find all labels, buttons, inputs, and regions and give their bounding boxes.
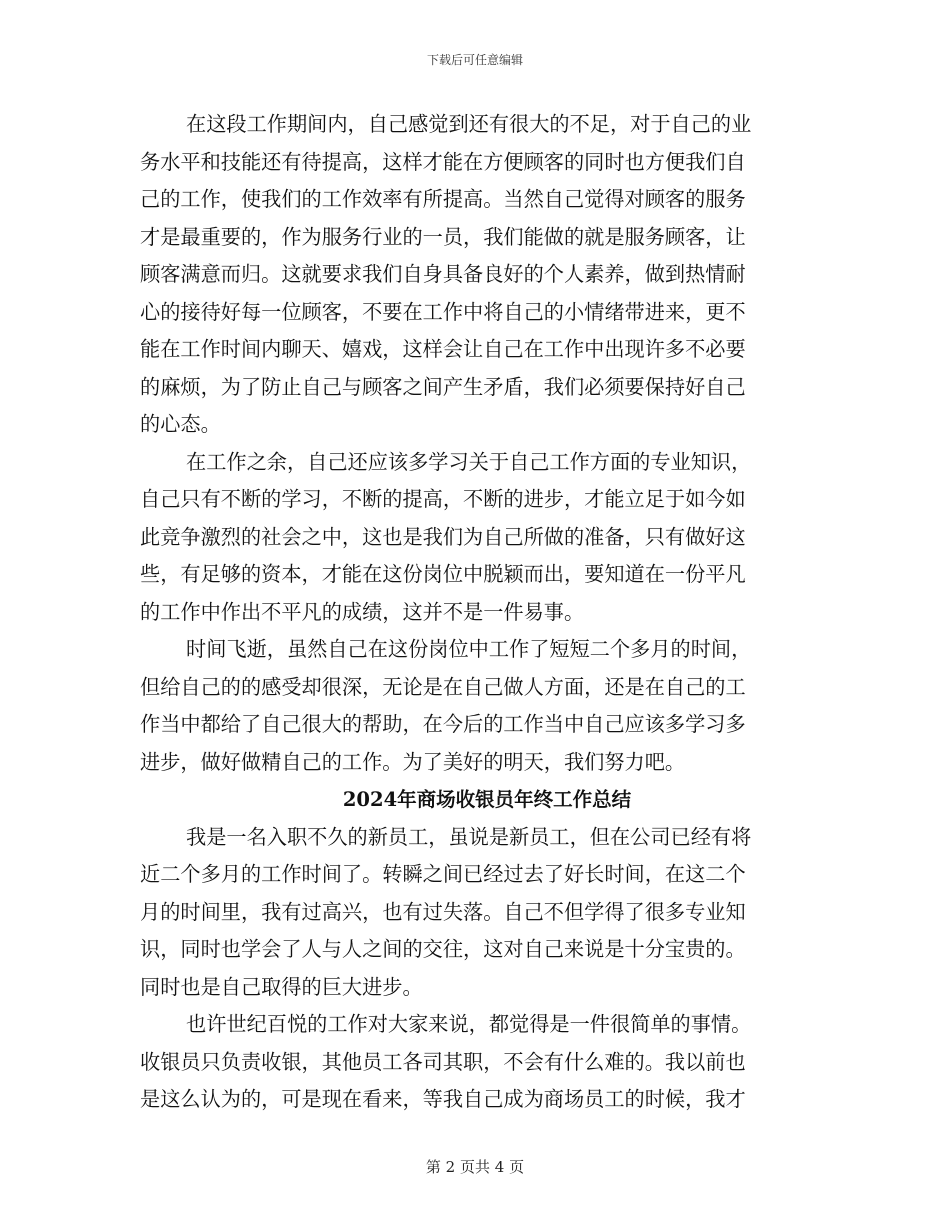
paragraph-line: 同时也是自己取得的巨大进步。 <box>140 974 423 999</box>
paragraph-first-line: 也许世纪百悦的工作对大家来说，都觉得是一件很简单的事情。 <box>186 1012 752 1036</box>
section-heading: 2024年商场收银员年终工作总结 <box>342 788 632 811</box>
paragraph-first-line: 我是一名入职不久的新员工，虽说是新员工，但在公司已经有将 <box>186 824 752 849</box>
paragraph-first-line: 在工作之余，自己还应该多学习关于自己工作方面的专业知识， <box>186 449 752 474</box>
paragraph-line: 收银员只负责收银，其他员工各司其职，不会有什么难的。我以前也 <box>140 1049 746 1074</box>
paragraph-line: 的麻烦，为了防止自己与顾客之间产生矛盾，我们必须要保持好自己 <box>140 374 746 399</box>
page-footer: 第 2 页共 4 页 <box>425 1158 525 1176</box>
paragraph-line: 些，有足够的资本，才能在这份岗位中脱颖而出，要知道在一份平凡 <box>140 562 746 586</box>
paragraph-line: 识，同时也学会了人与人之间的交往，这对自己来说是十分宝贵的。 <box>140 937 746 961</box>
paragraph-line: 己的工作，使我们的工作效率有所提高。当然自己觉得对顾客的服务 <box>140 187 746 211</box>
paragraph-line: 是这么认为的，可是现在看来，等我自己成为商场员工的时候，我才 <box>140 1087 746 1111</box>
paragraph-line: 月的时间里，我有过高兴，也有过失落。自己不但学得了很多专业知 <box>140 899 746 924</box>
document-body <box>140 106 812 1119</box>
paragraph-line: 近二个多月的工作时间了。转瞬之间已经过去了好长时间，在这二个 <box>140 862 746 886</box>
paragraph-line: 能在工作时间内聊天、嬉戏，这样会让自己在工作中出现许多不必要 <box>140 337 746 361</box>
paragraph-line: 但给自己的的感受却很深，无论是在自己做人方面，还是在自己的工 <box>140 674 746 699</box>
paragraph-line: 进步，做好做精自己的工作。为了美好的明天，我们努力吧。 <box>140 749 686 774</box>
paragraph-line: 此竞争激烈的社会之中，这也是我们为自己所做的准备，只有做好这 <box>140 524 746 549</box>
paragraph-first-line: 在这段工作期间内，自己感觉到还有很大的不足，对于自己的业 <box>186 112 752 136</box>
paragraph-line: 作当中都给了自己很大的帮助，在今后的工作当中自己应该多学习多 <box>140 712 746 736</box>
paragraph-line: 自己只有不断的学习，不断的提高，不断的进步，才能立足于如今如 <box>140 487 746 511</box>
paragraph-line: 才是最重要的，作为服务行业的一员，我们能做的就是服务顾客，让 <box>140 224 746 249</box>
paragraph-first-line: 时间飞逝，虽然自己在这份岗位中工作了短短二个多月的时间， <box>186 637 752 661</box>
paragraph-line: 顾客满意而归。这就要求我们自身具备良好的个人素养，做到热情耐 <box>140 262 746 286</box>
paragraph-line: 的工作中作出不平凡的成绩，这并不是一件易事。 <box>140 599 585 624</box>
paragraph-line: 心的接待好每一位顾客，不要在工作中将自己的小情绪带进来，更不 <box>140 299 746 324</box>
page-header: 下载后可任意编辑 <box>426 53 523 67</box>
paragraph-line: 务水平和技能还有待提高，这样才能在方便顾客的同时也方便我们自 <box>140 149 746 174</box>
paragraph-line: 的心态。 <box>140 412 221 436</box>
